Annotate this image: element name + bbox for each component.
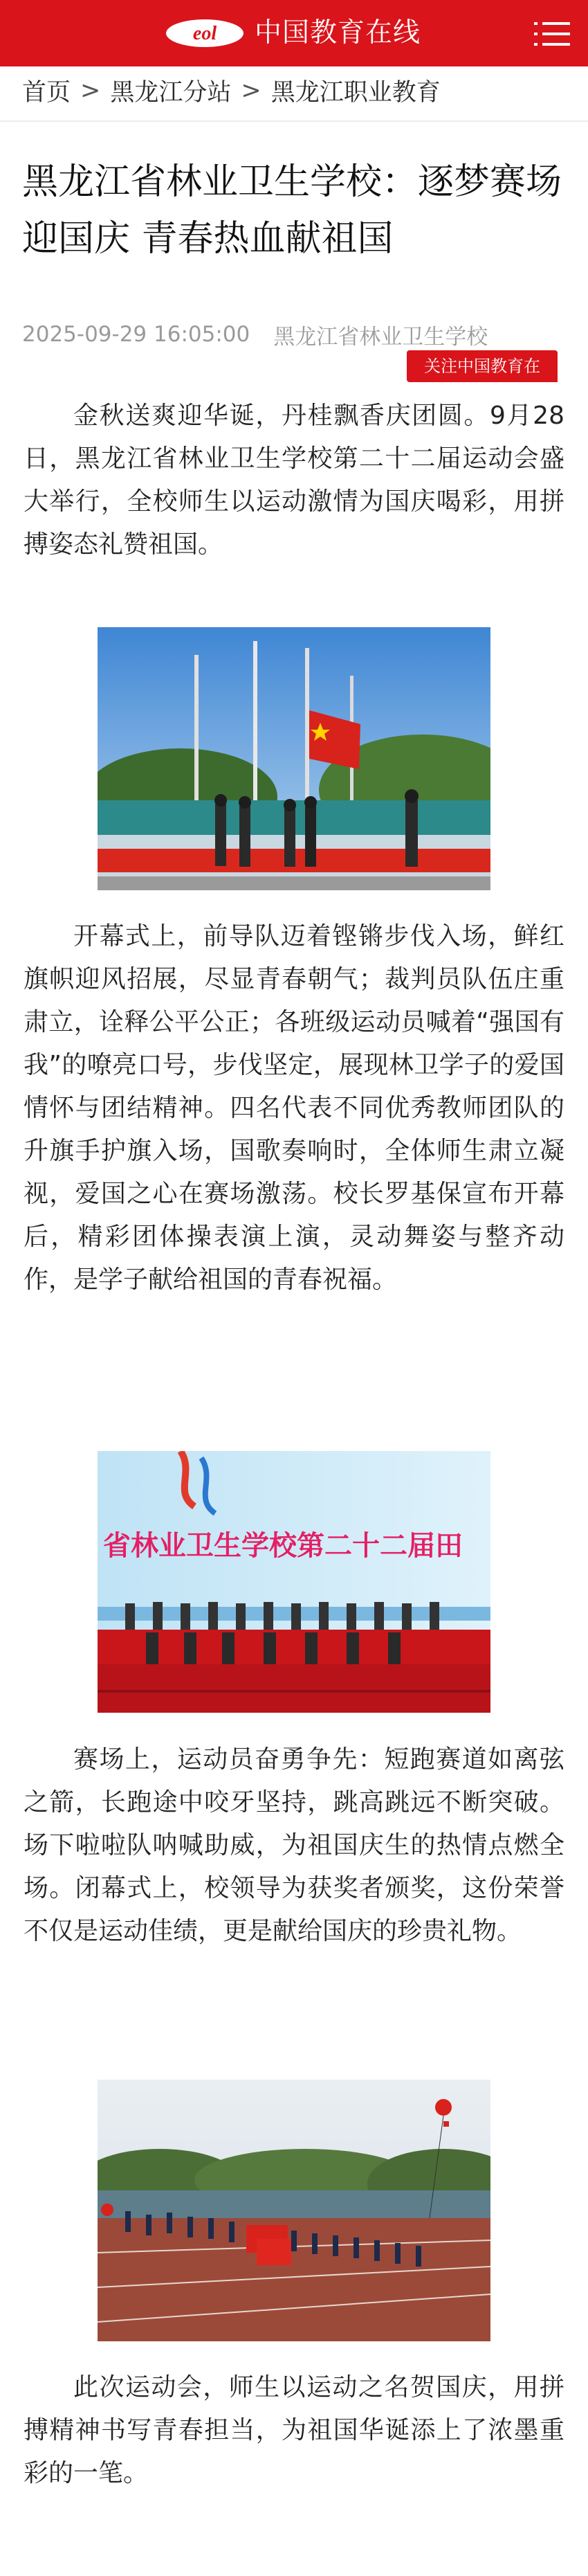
article-title: 黑龙江省林业卫生学校：逐梦赛场迎国庆 青春热血献祖国 <box>22 161 562 260</box>
opening-ceremony-stage-image <box>98 1451 490 1713</box>
article-paragraph: 金秋送爽迎华诞，丹桂飘香庆团圆。9月28日，黑龙江省林业卫生学校第二十二届运动会盛大举行，全校师生以运动激情为国庆喝彩，用拼搏姿态礼赞祖国。 <box>24 402 564 559</box>
hamburger-menu-icon <box>534 21 570 47</box>
breadcrumb-separator: > <box>241 77 261 105</box>
svg-text:eol: eol <box>192 23 217 44</box>
opening-ceremony-stage-photo <box>98 1451 490 1713</box>
eol-logo-icon <box>163 17 246 50</box>
article-paragraph: 开幕式上，前导队迈着铿锵步伐入场，鲜红旗帜迎风招展，尽显青春朝气；裁判员队伍庄重肃立，诠释公平公正；各班级运动员喊着“强国有我”的嘹亮口号，步伐坚定，展现林卫学子的爱国情怀与团结精神。四名代表不同优秀教师团队的升旗手护旗入场，国歌奏响时，全体师生肃立凝视，爱国之心在赛场激荡。校长罗基保宣布开幕后，精彩团体操表演上演，灵动舞姿与整齐动作，是学子献给祖国的青春祝福。 <box>24 922 564 1294</box>
breadcrumb-home-link[interactable]: 首页 <box>22 79 71 107</box>
publish-date: 2025-09-29 16:05:00 <box>22 322 250 347</box>
site-logo[interactable] <box>163 17 421 50</box>
article-source: 黑龙江省林业卫生学校 <box>273 324 488 350</box>
article-paragraph: 赛场上，运动员奋勇争先：短跑赛道如离弦之箭，长跑途中咬牙坚持，跳高跳远不断突破。场下啦啦队呐喊助威，为祖国庆生的热情点燃全场。闭幕式上，校领导为获奖者颁奖，这份荣誉不仅是运动佳绩，更是献给国庆的珍贵礼物。 <box>24 1745 564 1945</box>
field-parade-photo <box>98 2080 490 2341</box>
article-meta <box>22 318 569 350</box>
stage-banner-text: 省林业卫生学校第二十二届田 <box>103 1530 463 1562</box>
top-header-bar <box>0 0 588 66</box>
follow-button[interactable]: 关注中国教育在 <box>407 350 558 382</box>
flag-raising-image <box>98 627 490 890</box>
header-divider <box>0 120 588 122</box>
breadcrumb-branch-link[interactable]: 黑龙江分站 <box>110 79 232 107</box>
breadcrumb-separator: > <box>80 77 101 105</box>
flag-raising-photo <box>98 627 490 890</box>
article-paragraph: 此次运动会，师生以运动之名贺国庆，用拼搏精神书写青春担当，为祖国华诞添上了浓墨重彩的一笔。 <box>24 2373 564 2487</box>
site-name: 中国教育在线 <box>255 17 421 48</box>
hamburger-menu-button[interactable] <box>534 21 570 47</box>
breadcrumb <box>22 72 441 109</box>
field-parade-image <box>98 2080 490 2341</box>
breadcrumb-category-link[interactable]: 黑龙江职业教育 <box>270 79 441 107</box>
